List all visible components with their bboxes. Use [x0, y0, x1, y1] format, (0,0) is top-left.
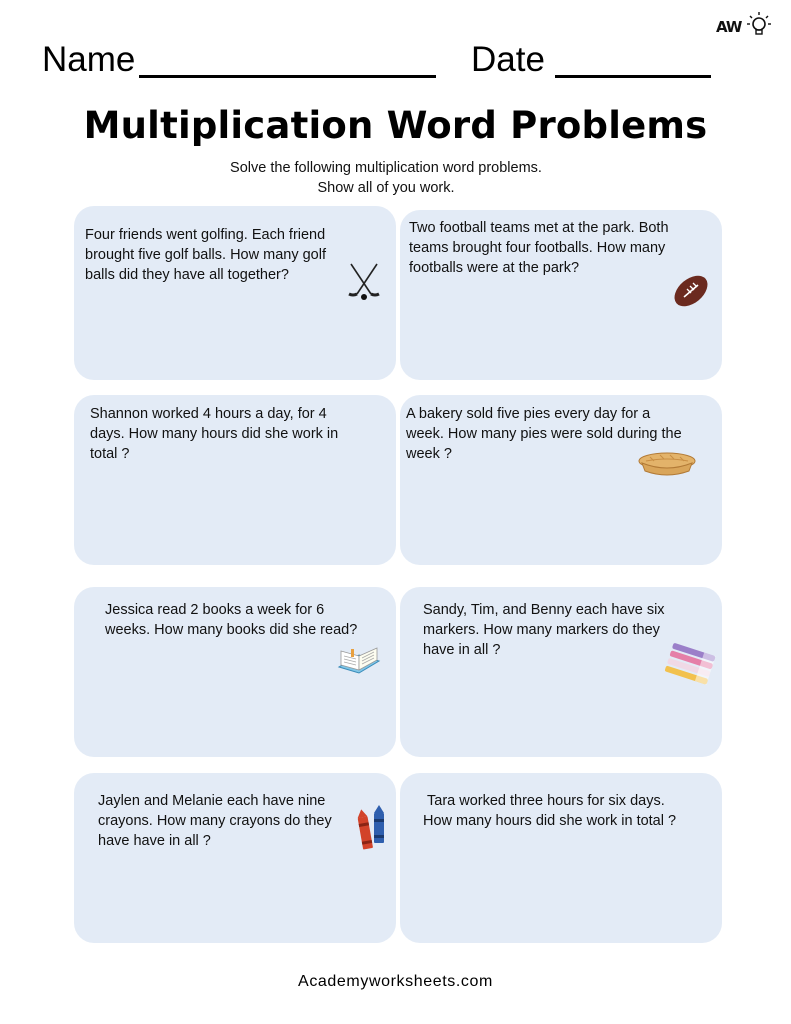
problem-4-line-3: week ? [406, 446, 452, 462]
problem-2-line-1: Two football teams met at the park. Both [409, 220, 669, 236]
problem-8-line-1: Tara worked three hours for six days. [427, 793, 665, 809]
date-line[interactable] [555, 75, 711, 78]
date-label: Date [471, 40, 545, 79]
footer-website: Academyworksheets.com [298, 973, 493, 990]
problem-6-line-2: markers. How many markers do they [423, 622, 660, 638]
crayons-icon [355, 803, 387, 853]
problem-6-line-3: have in all ? [423, 642, 501, 658]
problem-3-line-1: Shannon worked 4 hours a day, for 4 [90, 406, 327, 422]
problem-7-line-2: crayons. How many crayons do they [98, 813, 332, 829]
problem-5-line-1: Jessica read 2 books a week for 6 [105, 602, 325, 618]
name-label: Name [42, 40, 136, 79]
problem-1-line-3: balls did they have all together? [85, 267, 289, 283]
markers-icon [664, 643, 718, 685]
problem-8-line-2: How many hours did she work in total ? [423, 813, 677, 829]
problem-7-line-3: have have in all ? [98, 833, 211, 849]
problem-5-line-2: weeks. How many books did she read? [105, 622, 358, 638]
lightbulb-icon [746, 10, 772, 40]
problem-2-text [409, 218, 669, 278]
football-icon [670, 270, 712, 312]
pie-icon [636, 449, 698, 477]
problem-8-text [423, 791, 676, 831]
logo-text: AW [716, 18, 742, 36]
problem-2-line-2: teams brought four footballs. How many [409, 240, 666, 256]
problem-3-line-2: days. How many hours did she work in [90, 426, 339, 442]
problem-6-line-1: Sandy, Tim, and Benny each have six [423, 602, 665, 618]
problem-1-line-1: Four friends went golfing. Each friend [85, 227, 326, 243]
problem-4-line-1: A bakery sold five pies every day for a [406, 406, 651, 422]
problem-1-line-2: brought five golf balls. How many golf [85, 247, 326, 263]
problem-6-text [423, 600, 665, 660]
name-line[interactable] [139, 75, 436, 78]
instruction-line-2: Show all of you work. [317, 180, 455, 196]
open-book-icon [335, 647, 383, 687]
problem-7-line-1: Jaylen and Melanie each have nine [98, 793, 326, 809]
problem-5-text [105, 600, 357, 640]
academy-worksheets-logo [716, 10, 772, 42]
problem-4-line-2: week. How many pies were sold during the [406, 426, 682, 442]
instruction-line-1: Solve the following multiplication word problems. [230, 160, 542, 176]
page-title: Multiplication Word Problems [83, 104, 708, 147]
problem-3-line-3: total ? [90, 446, 130, 462]
problem-1-text [85, 225, 326, 285]
problem-2-line-3: footballs were at the park? [409, 260, 580, 276]
problem-3-text [90, 404, 338, 464]
golf-clubs-icon [345, 262, 383, 304]
problem-7-text [98, 791, 332, 851]
